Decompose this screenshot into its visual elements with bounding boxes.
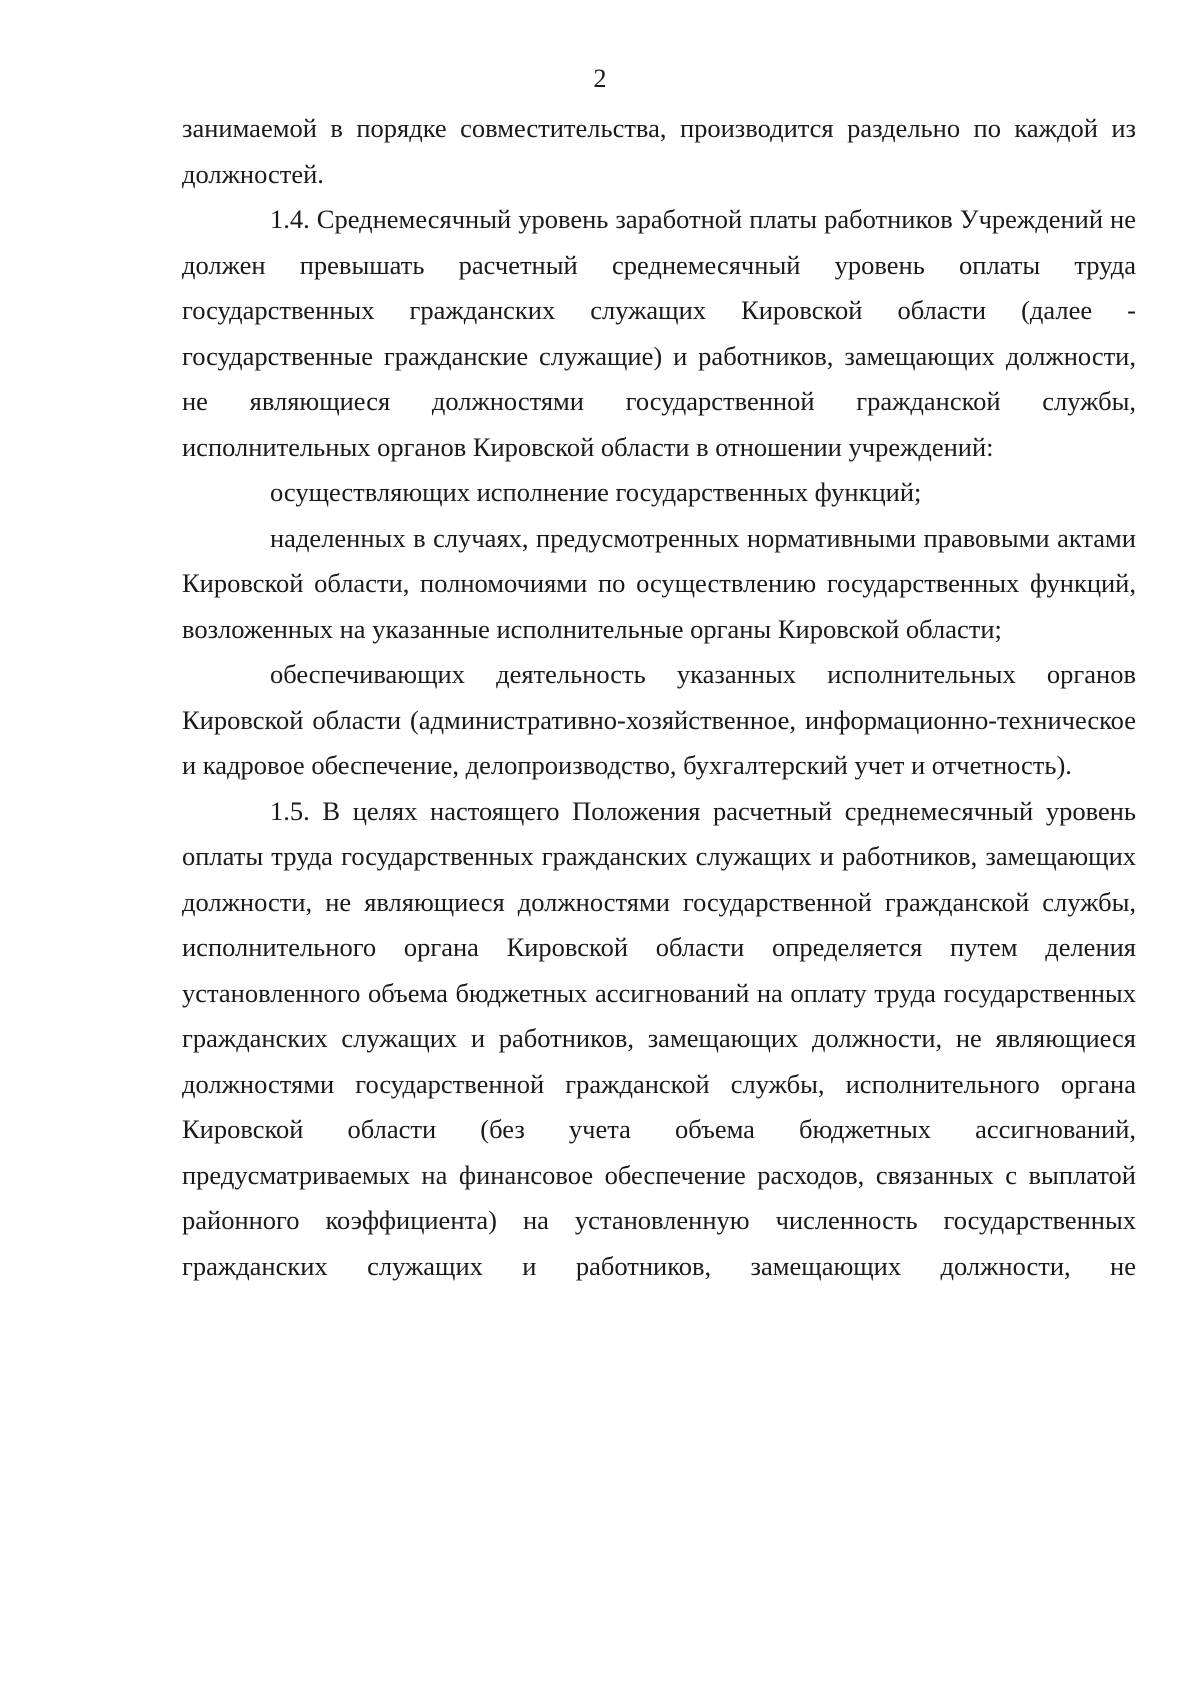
paragraph-1-5: 1.5. В целях настоящего Положения расчетный среднемесячный уровень оплаты труда государственных гражданских служащих и работников, замещающих должности, не являющиеся должностями государственной гражданской службы, исполнительного органа Кировской области определяется путем деления установленного объема бюджетных ассигнований на оплату труда государственных гражданских служащих и работников, замещающих должности, не являющиеся должностями государственной гражданской службы, исполнительного органа Кировской области (без учета объема бюджетных ассигнований, предусматриваемых на финансовое обеспечение расходов, связанных с выплатой районного коэффициента) на установленную численность государственных гражданских служащих и работников, замещающих должности, не [182, 795, 1136, 1281]
page-number: 2 [593, 64, 607, 93]
paragraph-list-item-1: осуществляющих исполнение государственных функций; [270, 477, 922, 507]
document-body [182, 106, 1136, 1289]
paragraph-continuation: занимаемой в порядке совместительства, производится раздельно по каждой из должностей. [182, 113, 1136, 189]
paragraph-1-4: 1.4. Среднемесячный уровень заработной платы работников Учреждений не должен превышать расчетный среднемесячный уровень оплаты труда государственных гражданских служащих Кировской области (далее - государственные гражданские служащие) и работников, замещающих должности, не являющиеся должностями государственной гражданской службы, исполнительных органов Кировской области в отношении учреждений: [182, 204, 1136, 462]
paragraph-list-item-3: обеспечивающих деятельность указанных исполнительных органов Кировской области (административно-хозяйственное, информационно-техническое и кадровое обеспечение, делопроизводство, бухгалтерский учет и отчетность). [182, 659, 1136, 780]
paragraph-list-item-2: наделенных в случаях, предусмотренных нормативными правовыми актами Кировской области, полномочиями по осуществлению государственных функций, возложенных на указанные исполнительные органы Кировской области; [182, 522, 1136, 644]
